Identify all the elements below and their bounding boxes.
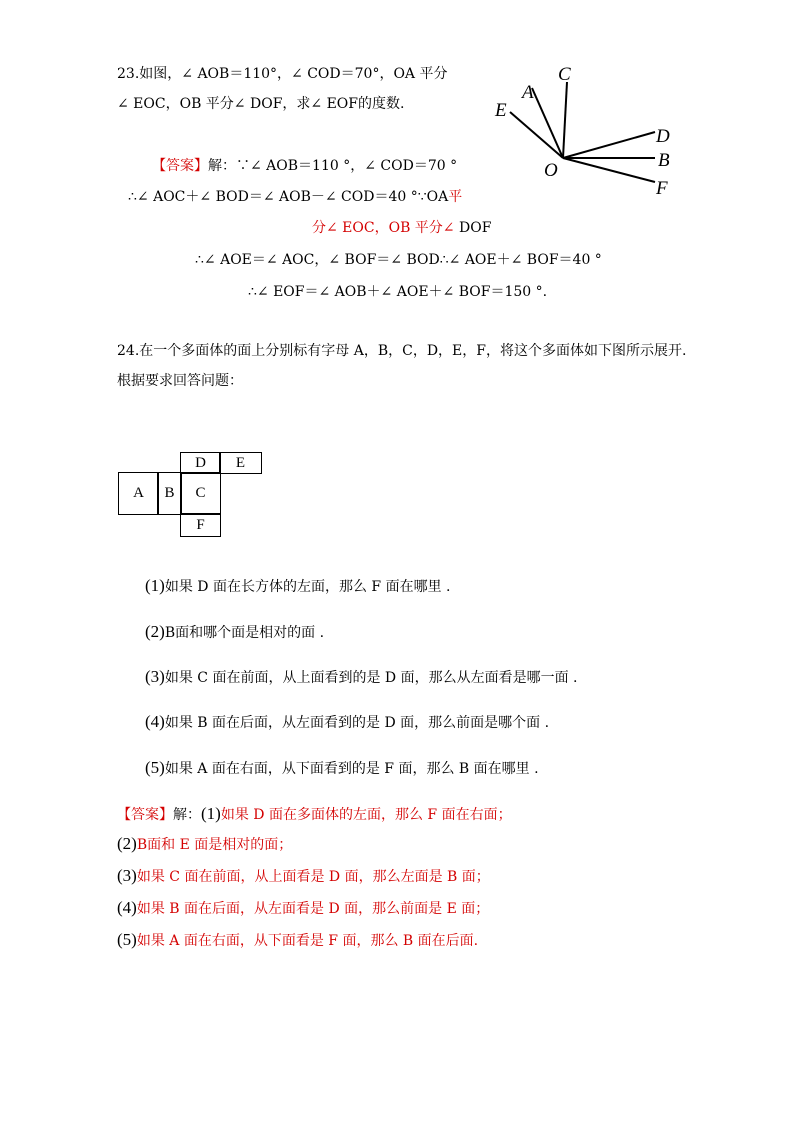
q23-answer-line3: 分∠ EOC，OB 平分∠ DOF <box>312 220 492 236</box>
label-A: A <box>522 82 534 103</box>
net-face-D: D <box>180 452 221 474</box>
ray-OA <box>532 88 563 158</box>
q23-text-line2: ∠ EOC，OB 平分∠ DOF，求∠ EOF的度数. <box>117 96 405 112</box>
q24-question-5: (5)如果 A 面在右面，从下面看到的是 F 面，那么 B 面在哪里 . <box>145 758 539 777</box>
label-O: O <box>544 160 558 181</box>
answer-tag: 【答案】 <box>117 807 173 823</box>
net-face-F: F <box>180 513 221 537</box>
net-face-A: A <box>118 472 159 515</box>
q23-answer-line2: ∴∠ AOC＋∠ BOD＝∠ AOB－∠ COD＝40 °∵OA平 <box>128 189 463 205</box>
q24-answer-4: (4)如果 B 面在后面，从左面看是 D 面，那么前面是 E 面； <box>117 898 490 917</box>
q24-answer-1: 【答案】解：(1)如果 D 面在多面体的左面，那么 F 面在右面； <box>117 804 512 823</box>
q24-question-2: (2)B面和哪个面是相对的面 . <box>145 622 325 641</box>
ray-OD <box>563 132 655 158</box>
label-B: B <box>658 150 670 171</box>
q23-answer-line1: 【答案】解：∵∠ AOB＝110 °，∠ COD＝70 ° <box>152 158 458 174</box>
q23-answer-line5: ∴∠ EOF＝∠ AOB＋∠ AOE＋∠ BOF＝150 °. <box>248 284 548 300</box>
answer-tag: 【答案】 <box>152 158 208 174</box>
label-E: E <box>495 100 507 121</box>
q24-question-1: (1)如果 D 面在长方体的左面，那么 F 面在哪里 . <box>145 576 451 595</box>
q24-answer-5: (5)如果 A 面在右面，从下面看是 F 面，那么 B 面在后面. <box>117 930 479 949</box>
label-C: C <box>558 64 571 85</box>
net-face-C: C <box>180 472 221 515</box>
net-face-E: E <box>219 452 262 474</box>
q23-text-line1: 23.如图，∠ AOB＝110°，∠ COD＝70°，OA 平分 <box>117 66 448 82</box>
q24-question-3: (3)如果 C 面在前面，从上面看到的是 D 面，那么从左面看是哪一面 . <box>145 667 578 686</box>
q24-answer-3: (3)如果 C 面在前面，从上面看是 D 面，那么左面是 B 面； <box>117 866 490 885</box>
ray-OF <box>563 158 655 182</box>
q24-question-4: (4)如果 B 面在后面，从左面看到的是 D 面，那么前面是哪个面 . <box>145 712 550 731</box>
label-F: F <box>656 178 668 199</box>
q24-text-line2: 根据要求回答问题： <box>117 373 243 389</box>
ray-OC <box>563 82 567 158</box>
angle-figure <box>490 60 680 200</box>
ray-OE <box>510 112 563 158</box>
net-face-B: B <box>157 472 182 515</box>
label-D: D <box>656 126 670 147</box>
q23-answer-line4: ∴∠ AOE＝∠ AOC，∠ BOF＝∠ BOD∴∠ AOE＋∠ BOF＝40 ° <box>195 252 602 268</box>
q24-text-line1: 24.在一个多面体的面上分别标有字母 A，B，C，D，E，F，将这个多面体如下图所示展开. <box>117 343 687 359</box>
q24-answer-2: (2)B面和 E 面是相对的面； <box>117 834 293 853</box>
